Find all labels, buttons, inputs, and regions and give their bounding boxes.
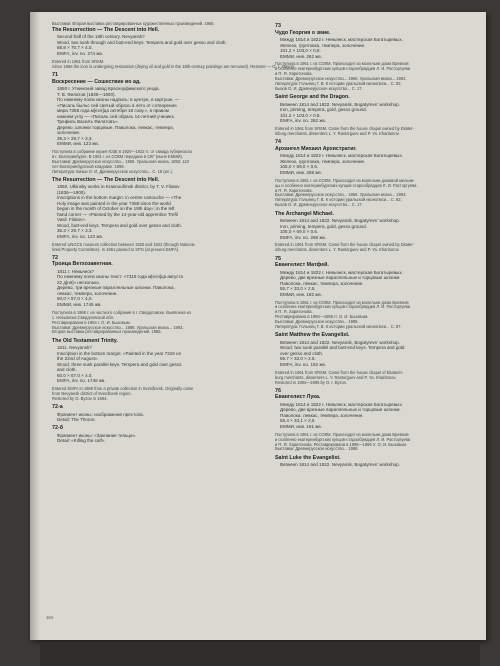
entry-number: 73 bbox=[275, 23, 281, 29]
catalog-entry bbox=[275, 95, 473, 124]
entry-line: Wood, butt-end keys. Tempera and gold over gesso and cloth. bbox=[57, 222, 182, 228]
note-line: Entered in 1961 from SRSM. Came from the house chapel owned by Ekater- bbox=[275, 242, 415, 248]
provenance-note bbox=[52, 58, 296, 70]
note-line: лет Екатеринбургской кладовке. 1996. bbox=[52, 163, 125, 169]
entry-title: Saint George and the Dragon. bbox=[275, 94, 350, 101]
catalog-entry bbox=[275, 257, 473, 298]
book-edge bbox=[40, 644, 480, 666]
provenance-note bbox=[52, 150, 250, 175]
provenance-note bbox=[275, 301, 473, 330]
page-number: 164 bbox=[46, 615, 53, 620]
note-line: Поступила в 1961 г. из СОКМ. Происходит из молельни домовой мельни- bbox=[275, 177, 415, 183]
entry-line: EMFA, inv. no. 192 жв. bbox=[280, 361, 327, 367]
entry-line: 105,0 × 69,0 × 0,6. bbox=[280, 164, 319, 170]
entry-title: Евангелист Лука. bbox=[275, 394, 321, 401]
entry-line: Vasil. Filatov». bbox=[57, 217, 87, 223]
entry-line: 101,2 × 103,0 × 0,8. bbox=[280, 48, 321, 53]
entry-line: По нижнему полю иконы надпись: в центре, в картуше, — bbox=[57, 97, 180, 102]
note-line: Поступила в 1961 г. из СОКМ. Происходит из молельни дома Бревнов bbox=[275, 431, 409, 437]
note-line: Выставки: Древнерусское искусство... 1966. Уральская икона, 1992; 110 bbox=[52, 158, 189, 164]
note-line: Entered in 1961 from SRSM. Came from the house chapel of Ekaterin- bbox=[275, 369, 404, 375]
note-line: Entered UNGCS museum collection between 1920 and 1922 (through Nationa- bbox=[52, 241, 196, 247]
entry-title: Воскресение — Сошествие во ад. bbox=[52, 78, 141, 85]
entry-number: 71 bbox=[52, 72, 58, 78]
note-line: и особенно екатеринбургских купцов-старообрядцев Л. И. Расторгуева bbox=[275, 304, 411, 310]
entry-title: The Archangel Michael. bbox=[275, 210, 334, 217]
entry-line: Между 1814 и 1822 г. Невьянск, мастерская Богатыревых. bbox=[280, 37, 403, 42]
entry-line: 35,3 × 29,7 × 3,3. bbox=[57, 135, 93, 141]
entry-line: Дерево, две врезные параллельные и торцовые шпонки. bbox=[280, 407, 401, 413]
note-line: Поступила в 1961 г. из СОКМ. Происходит из молельни дома Бревнов bbox=[275, 61, 409, 67]
note-line: в г. Екатеринбурге. В 1961 г. из СОКМ передана в СКГ (ныне ЕММИ). bbox=[52, 153, 183, 159]
note-line: Бызов О. И. Древнерусское искусство... С. 17. bbox=[275, 85, 363, 91]
note-line: и П. Я. Харитонова. bbox=[275, 309, 313, 315]
note-line: Поступила в собрание музея ЮЗЕ в 1920—1922 гг. от сквида губернского bbox=[52, 148, 193, 154]
catalog-entry bbox=[52, 405, 250, 423]
entry-line: Wood, two sunk through and butt-end keys. Tempera and gold over gesso and cloth. bbox=[57, 39, 227, 45]
note-line: с. Невьянска Свердловской обл. bbox=[52, 314, 115, 320]
catalog-entry bbox=[275, 140, 473, 175]
catalog-entry bbox=[275, 24, 473, 59]
entry-title: Евангелист Матфей. bbox=[275, 262, 329, 269]
note-line: Выставки: Древнерусское искусство... 1988. Уральская икона... 1993. bbox=[52, 324, 184, 330]
entry-line: ЕММИ, инв. 262 жв. bbox=[280, 53, 322, 59]
entry-line: Between 1814 and 1822. Nevyansk, Bogatyrevs' workshop. bbox=[280, 101, 400, 107]
catalog-entry bbox=[52, 28, 250, 57]
entry-line: 60,0 × 67,0 × 4,0. bbox=[57, 296, 93, 302]
entry-line: Holy image was painted in the year 7358 since the world bbox=[57, 200, 171, 206]
entry-title: Чудо Георгия о змие. bbox=[275, 29, 331, 36]
entry-line: 101.2 × 103.0 × 0.8. bbox=[280, 112, 321, 118]
entry-number: 75 bbox=[275, 255, 281, 262]
entry-line: 1811 г. Невьянск? bbox=[57, 268, 95, 274]
note-line: Restored by O. Byzov in 1964. bbox=[52, 395, 108, 401]
note-line: Выставки: Древнерусское искусство... 1988. bbox=[275, 319, 359, 325]
note-line: и особенно екатеринбургских купцов-старообрядцев Л. И. Расторгуева bbox=[275, 436, 411, 442]
entry-line: Паволока, левкас, темпера, золочение. bbox=[280, 412, 364, 418]
entry-line: began in the month of October on the 19th day»; in the left bbox=[57, 206, 175, 212]
entry-line: EMFA, inv. no. 274 жв. bbox=[57, 50, 104, 56]
entry-line: Iron, priming, tempera, gold, gesso ground. bbox=[280, 107, 367, 113]
entry-line: Между 1814 и 1822 г. Невьянск, мастерская Богатыревых. bbox=[280, 153, 403, 159]
catalog-entry bbox=[275, 389, 473, 430]
note-line: Литература: Голынец Г. В. К истории уральской иконописи... С. 87. bbox=[275, 324, 402, 330]
page-gutter bbox=[30, 12, 40, 640]
entry-line: Inscriptions in the bottom margin: in centre cartouche — «The bbox=[57, 195, 182, 201]
entry-line: Трефиль Василъ Филатовъ». bbox=[57, 119, 119, 124]
entry-line: ЕММИ, инв. 191 жв. bbox=[280, 423, 322, 429]
entry-line: Iron, priming, tempera, gold, gesso ground. bbox=[280, 223, 367, 229]
entry-line: левкас, темпера, золочение. bbox=[57, 290, 118, 296]
provenance-note bbox=[275, 62, 473, 91]
catalog-entry bbox=[52, 256, 250, 308]
intro-line: Выставки: Вторая выставка реставрированных художественных произведений. 1966. bbox=[52, 21, 215, 26]
entry-title: Saint Luke the Evangelist. bbox=[275, 454, 341, 461]
note-line: и П. Я. Харитонова. bbox=[275, 187, 313, 193]
entry-line: ЕММИ, инв. 192 жв. bbox=[280, 291, 322, 297]
note-line: Выставки: Древнерусское искусство... 1966. Уральская икона... 1993. bbox=[275, 76, 407, 82]
provenance-note bbox=[275, 433, 473, 453]
entry-line: 105.0 × 69.0 × 0.6. bbox=[280, 229, 319, 235]
entry-line: EMFA, inv. no. 262 жв. bbox=[280, 118, 327, 124]
entry-line: Between 1814 and 1822. Nevyansk, Bogatyrevs' workshop. bbox=[280, 218, 400, 224]
entry-line: «Писаль быльс сей святый образъ в лето от сотворения bbox=[57, 102, 177, 108]
entry-title: The Old Testament Trinity. bbox=[52, 337, 118, 344]
entry-line: 1850 г. Уткинский завод Красноуфимского уезда. bbox=[57, 86, 160, 91]
entry-line: hand corner — «Painted by the 14-year-old apprentice Trefil bbox=[57, 211, 178, 217]
entry-number: 76 bbox=[275, 387, 281, 394]
entry-line: Detail: The Throne. bbox=[57, 417, 96, 423]
entry-title: Saint Matthew the Evangelist. bbox=[275, 332, 350, 339]
entry-line: Wood, two sunk parallel and butt-end keys. Tempera and gold bbox=[280, 345, 405, 351]
entry-title: The Resurrection — The Descent into Hell. bbox=[52, 176, 160, 183]
provenance-note bbox=[275, 243, 473, 253]
entry-line: 1850. Ulkinsky works in Krasnoufimsk district, by T. V. Filatov bbox=[57, 184, 180, 190]
catalog-entry bbox=[52, 426, 250, 444]
right-column bbox=[275, 22, 473, 471]
entry-line: Between 1814 and 1822. Nevyansk, Bogatyrevs' workshop. bbox=[280, 462, 400, 468]
note-line: Вторая выставка реставрированных произведений. 1986. bbox=[52, 329, 162, 335]
entry-line: and cloth. bbox=[57, 367, 77, 373]
entry-number: 74 bbox=[275, 139, 281, 146]
entry-number: 72 bbox=[52, 254, 58, 261]
entry-line: ЕММИ, инв. 268 жв. bbox=[280, 169, 322, 175]
note-line: Реставрирована в 1994—1995 гг. О. И. Бызовым. bbox=[275, 314, 369, 320]
note-line: Entered in 1961 from SRSM. Came from the house chapel owned by Ekater- bbox=[275, 126, 415, 132]
provenance-note bbox=[275, 127, 473, 137]
entry-title: Архангел Михаил Архистратиг. bbox=[275, 145, 357, 152]
entry-line: 88.8 × 70.7 × 4.0. bbox=[57, 45, 93, 51]
entry-line: the 22nd of August». bbox=[57, 356, 99, 362]
entry-line: ЕММИ, инв. 123 жв. bbox=[57, 141, 99, 146]
entry-line: Дерево, две врезные параллельные и торцовые шпонки bbox=[280, 275, 400, 281]
note-line: lized Property Committee). In 1961 passed to SPG (at present EMFA). bbox=[52, 246, 180, 252]
entry-line: EMFA, inv. no. 123 жв. bbox=[57, 233, 104, 239]
entry-line: нижнем углу — «Писаль сей образъ 14-летний ученикъ bbox=[57, 113, 175, 119]
entry-line: ЕММИ, инв. 1746 жв. bbox=[57, 301, 102, 307]
note-line: Entered EMFA in 1968 from a private collection in Sverdlovsk. Originally came bbox=[52, 386, 194, 392]
entry-line: Паволока, левкас, темпера, золочение. bbox=[280, 280, 364, 286]
entry-line: Фрагмент иконы: «Заклание тельца». bbox=[57, 432, 137, 438]
entry-line: 55,7 × 33,0 × 2,5. bbox=[280, 286, 316, 292]
note-line: Реставрирована в 1964 г. О. И. Бызовым. bbox=[52, 319, 131, 325]
note-line: burg merchants, dissenters L. Y. Rastorguev and P. Ya. Kharitonov. bbox=[275, 374, 397, 380]
note-line: Литература: Голынец Г. В. К истории уральской иконописи... С. 82. bbox=[275, 81, 402, 87]
entry-line: 1811. Nevyansk? bbox=[57, 345, 92, 351]
note-line: Поступила в 1968 г. из частного собрания в г. Свердловске. Выявлена из bbox=[52, 309, 191, 315]
entry-line: мира 7358 года м[еся]ца октября 19 сову.», в правом bbox=[57, 108, 169, 113]
note-line: и особенно екатеринбургских купцов-старообрядцев Л. И. Расторгуева bbox=[275, 66, 411, 72]
provenance-note bbox=[52, 311, 250, 336]
provenance-note bbox=[52, 243, 250, 253]
entry-number: 72-а bbox=[52, 404, 63, 411]
entry-line: (1836—1900). bbox=[57, 189, 87, 195]
entry-line: 55.7 × 33.0 × 2.5. bbox=[280, 356, 316, 362]
note-line: Выставки: Древнерусское искусство... 1966. Уральская икона... 1993. bbox=[275, 192, 407, 198]
note-line: и П. Я. Харитонова. Реставрирована в 1995—1996 гг. О. И. Бызовым. bbox=[275, 441, 408, 447]
entry-line: 60.0 × 67.0 × 4.0. bbox=[57, 372, 93, 378]
catalog-entry bbox=[52, 73, 250, 147]
note-line: Since 1966 the icon is undergoing restoration (drying oil and gold in the 18th-century paintings are removed). Restorer — O. L. Buyon. bbox=[52, 63, 296, 69]
note-line: Поступила в 1961 г. из СОКМ. Происходит из молельни дома Бревнов bbox=[275, 299, 409, 305]
entry-title: The Resurrection — The Descent into Hell. bbox=[52, 26, 160, 33]
catalog-entry bbox=[275, 333, 473, 367]
entry-line: Second half of the 18th century. Nevyansk? bbox=[57, 34, 145, 40]
entry-line: 35.3 × 29.7 × 3.3. bbox=[57, 228, 93, 234]
note-line: цы и особенно екатеринбургских купцов-старообрядцев Л. И. Расторгуева bbox=[275, 182, 417, 188]
note-line: Литература: Бизьи О. И. Древнерусское искусство... С. 18 (ил.). bbox=[52, 168, 173, 174]
entry-line: Железо, грунтовка, темпера, золочение. bbox=[280, 42, 366, 48]
entry-line: EMFA, inv. no. 1746 жв. bbox=[57, 378, 106, 384]
note-line: Entered in 1961 from SRSM. bbox=[52, 58, 105, 64]
book-page bbox=[30, 12, 486, 640]
note-line: и П. Я. Харитонова. bbox=[275, 71, 313, 77]
entry-line: Between 1814 and 1822. Nevyansk, Bogatyrevs' workshop. bbox=[280, 339, 400, 345]
catalog-entry bbox=[275, 212, 473, 241]
entry-line: золочение. bbox=[57, 130, 81, 135]
note-line: Бызов О. И. Древнерусское искусство... С. 17. bbox=[275, 202, 363, 208]
entry-line: over gesso and cloth. bbox=[280, 350, 324, 356]
entry-line: Между 1814 и 1822 г. Невьянск, мастерская Богатыревых. bbox=[280, 269, 403, 275]
entry-line: Фрагмент иконы: изображение престола. bbox=[57, 411, 144, 417]
catalog-entry bbox=[52, 339, 250, 384]
entry-line: Железо, грунтовка, темпера, золочение. bbox=[280, 158, 366, 164]
entry-line: EMFA, inv. no. 268 жв. bbox=[280, 234, 327, 240]
entry-title: Троица Ветхозаветная. bbox=[52, 261, 113, 268]
entry-number: 72-б bbox=[52, 425, 64, 432]
entry-line: 22 д[ня]» несколько. bbox=[57, 279, 100, 285]
note-line: Restored in 1994—1995 by O. I. Byzov. bbox=[275, 379, 347, 385]
provenance-note bbox=[275, 371, 473, 386]
note-line: inburg merchants, dissenters L. Y. Rastorguev and P. Ya. Kharitonov. bbox=[275, 131, 400, 137]
entry-line: Т. В. Филатов (1836—1900). bbox=[57, 91, 116, 97]
entry-line: Дерево, три врезные параллельные шпонки. Паволока, bbox=[57, 285, 175, 291]
entry-line: Между 1814 и 1822 г. Невьянск, мастерская Богатыревых. bbox=[280, 401, 403, 407]
entry-line: Wood, three sunk parallel keys. Tempera and gold over gesso bbox=[57, 361, 182, 367]
provenance-note bbox=[52, 387, 250, 402]
entry-line: Inscription in the bottom margin: «Painted in the year 7319 on bbox=[57, 350, 182, 356]
provenance-note bbox=[275, 179, 473, 208]
catalog-entry bbox=[52, 178, 250, 240]
entry-line: По нижнему полю иконы текст: «7319 года м[еся]ца августа bbox=[57, 274, 184, 280]
entry-line: Detail: «Killing the calf». bbox=[57, 438, 106, 444]
catalog-entry bbox=[275, 456, 473, 468]
entry-line: Дерево, шпонки торцовые. Паволока, левкас, темпера, bbox=[57, 124, 174, 130]
note-line: from Nevyansk district of Sverdlovsk region. bbox=[52, 391, 132, 397]
entry-line: 55,4 × 33,1 × 2,5. bbox=[280, 418, 316, 424]
note-line: inburg merchants, dissenters L. Y. Rastorguev and P. Ya. Kharitonov. bbox=[275, 247, 400, 253]
note-line: Выставки: Древнерусское искусство... 1988. bbox=[275, 446, 359, 452]
note-line: Литература: Голынец Г. В. К истории уральской иконописи... С. 82; bbox=[275, 197, 402, 203]
